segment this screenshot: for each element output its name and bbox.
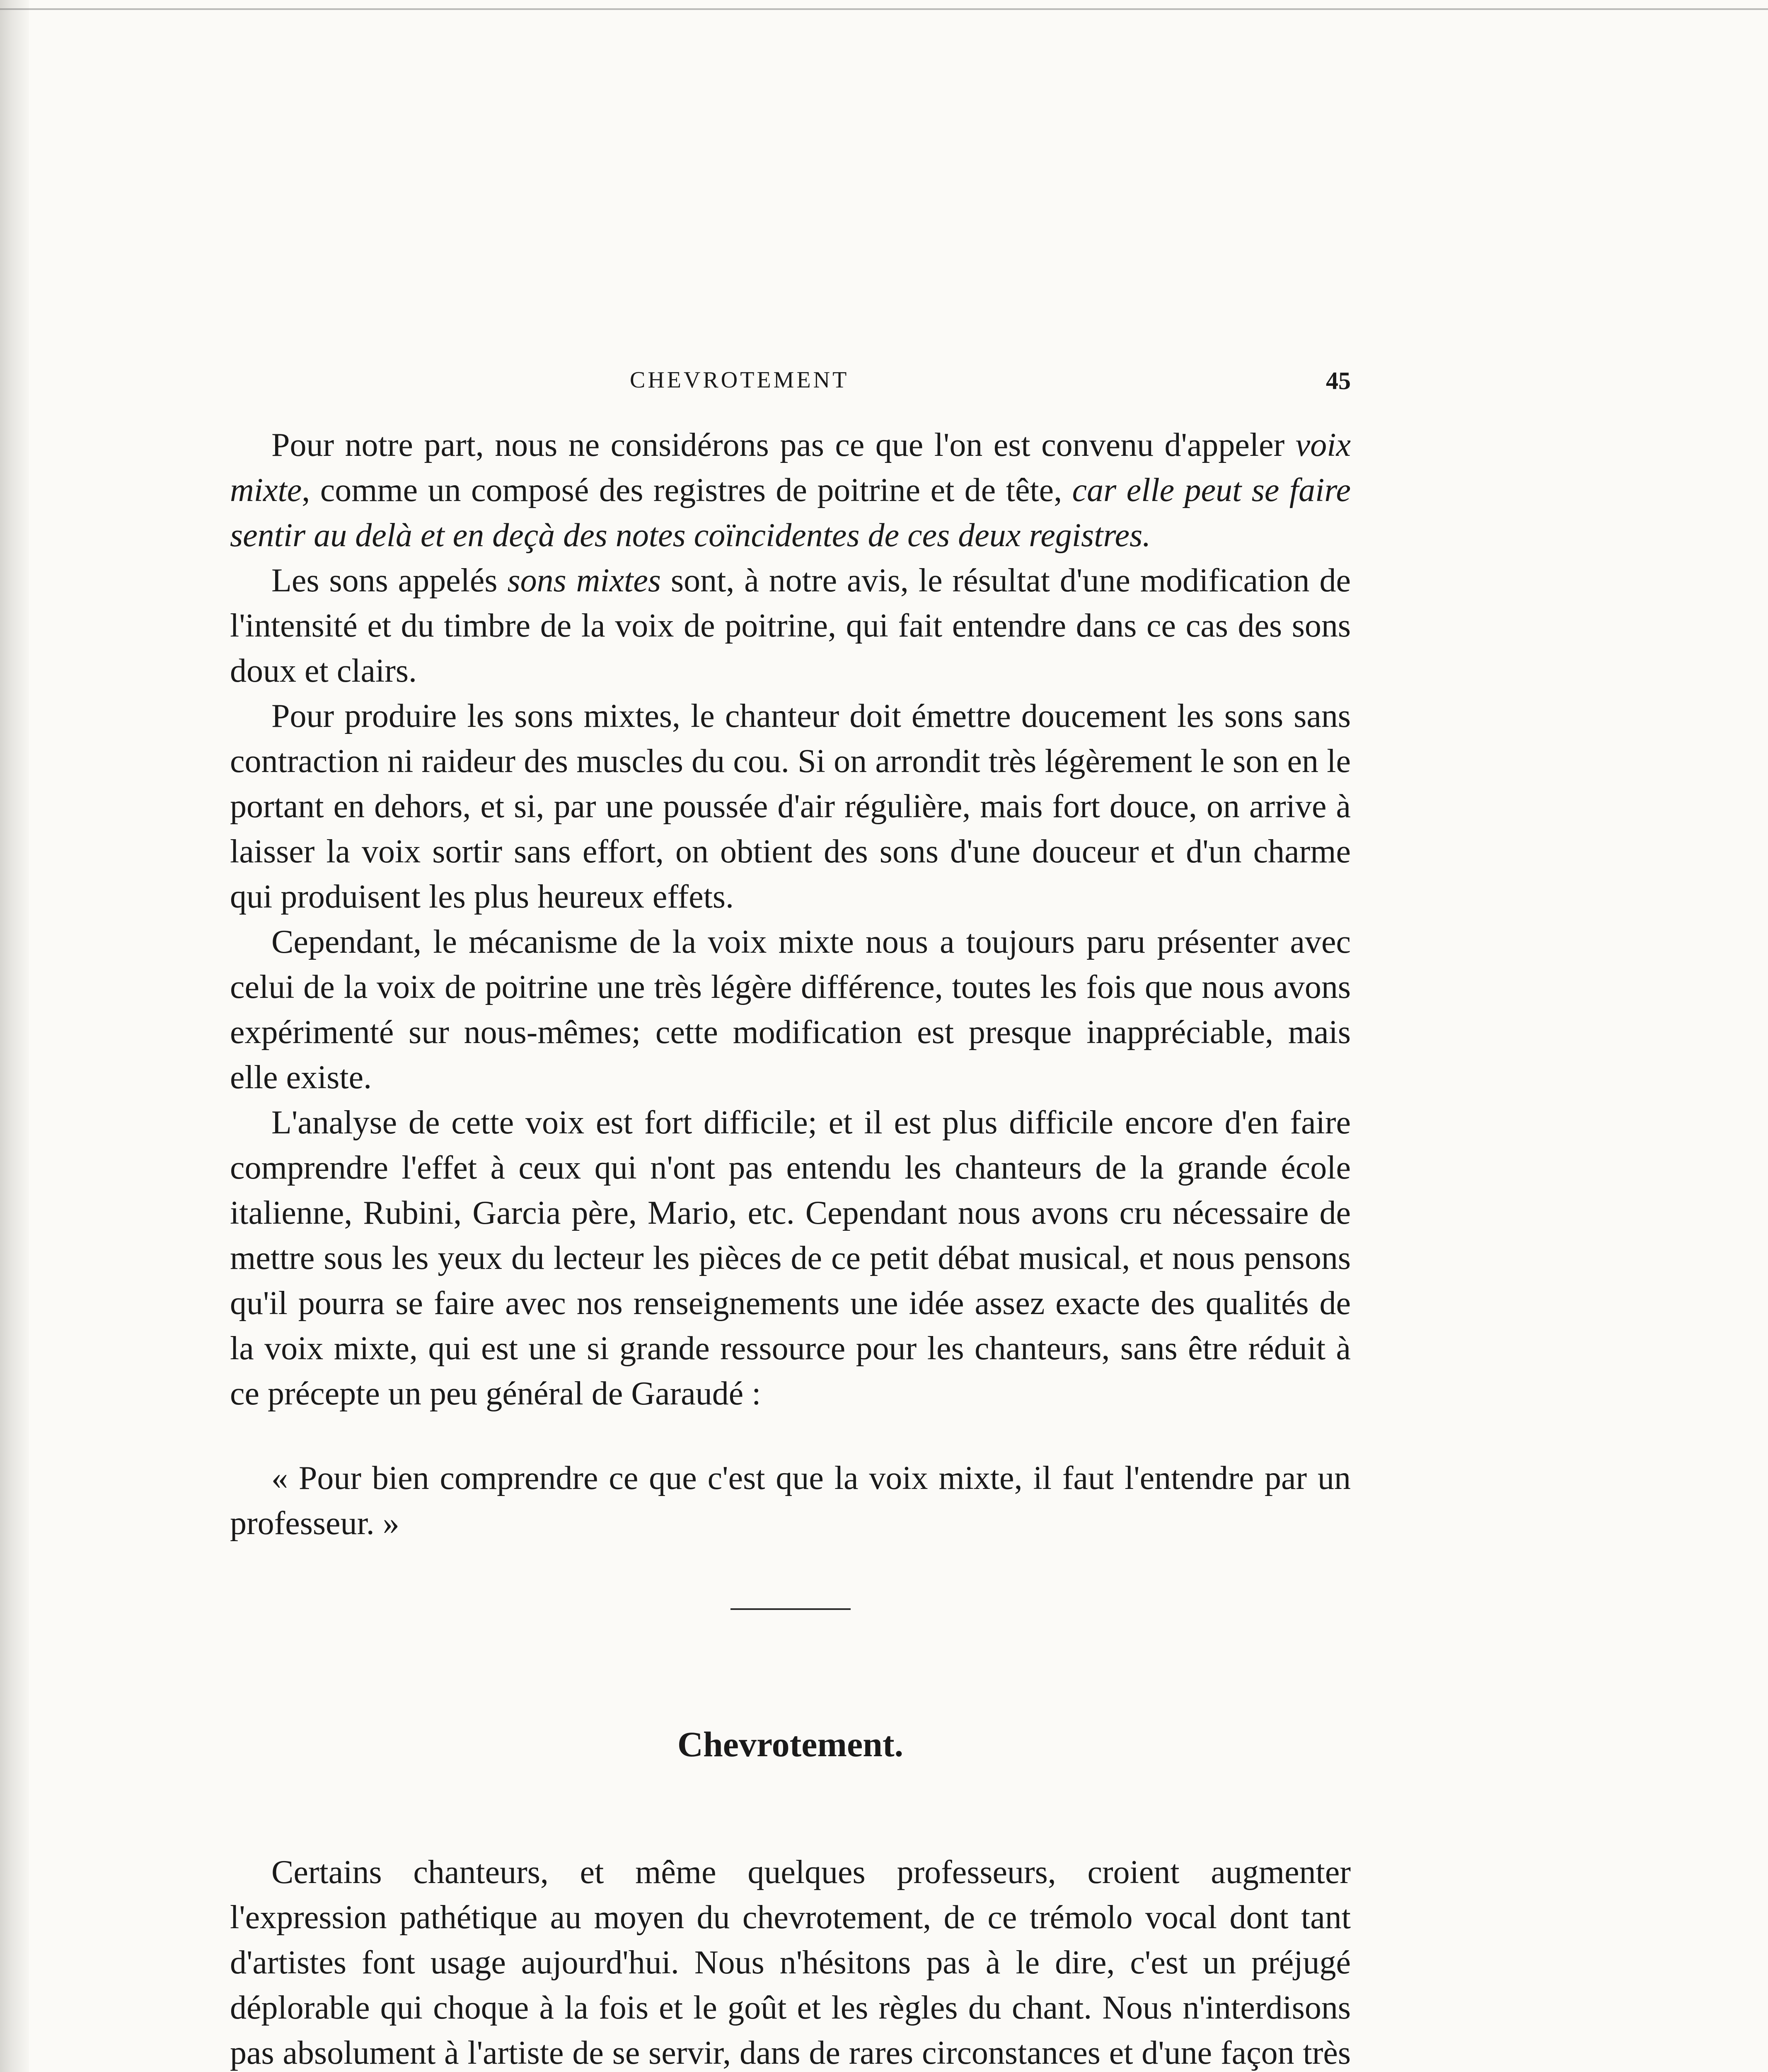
paragraph-2 xyxy=(230,558,1351,694)
section-heading: Chevrotement. xyxy=(677,1724,904,1764)
paragraph-1-italic-clause: car elle peut se faire sentir au delà et en deçà des notes coïncidentes de ces deux registres. xyxy=(230,472,1351,554)
paragraph-6: Certains chanteurs, et même quelques professeurs, croient augmenter l'expression pathétique au moyen du chevrotement, de ce trémolo vocal dont tant d'artistes font usage aujourd'hui. Nous n'hésitons pas à le dire, c'est un préjugé déplorable qui choque à la fois et le goût et les règles du chant. Nous n'interdisons pas absolument à l'artiste de se servir, dans de rares circonstances et d'une façon très xyxy=(230,1854,1351,2071)
paragraph-3: Pour produire les sons mixtes, le chanteur doit émettre doucement les sons sans contraction ni raideur des muscles du cou. Si on arrondit très légèrement le son en le portant en dehors, et si, par une poussée d'air régulière, mais fort douce, on arrive à laisser la voix sortir sans effort, on obtient des sons d'une douceur et d'un charme qui produisent les plus heureux effets. xyxy=(230,698,1351,915)
scan-top-line xyxy=(0,8,1768,10)
paragraph-1 xyxy=(230,423,1351,558)
section-divider xyxy=(730,1608,851,1610)
paragraph-2-italic-term: sons mixtes xyxy=(507,562,661,599)
paragraph-2-text-a: Les sons appelés xyxy=(271,562,508,599)
quotation: « Pour bien comprendre ce que c'est que la voix mixte, il faut l'entendre par un professeur. » xyxy=(230,1460,1351,1542)
paragraph-1-text-c: , comme un composé des registres de poitrine et de tête, xyxy=(302,472,1072,508)
paragraph-1-text-a: Pour notre part, nous ne considérons pas ce que l'on est convenu d'appeler xyxy=(271,427,1296,463)
running-head xyxy=(232,367,1351,400)
paragraph-4: Cependant, le mécanisme de la voix mixte nous a toujours paru présenter avec celui de la voix de poitrine une très légère différence, toutes les fois que nous avons expérimenté sur nous-mêmes; cette modification est presque inappréciable, mais elle existe. xyxy=(230,924,1351,1096)
page-body xyxy=(230,423,1351,2072)
paragraph-5: L'analyse de cette voix est fort difficile; et il est plus difficile encore d'en faire comprendre l'effet à ceux qui n'ont pas entendu les chanteurs de la grande école italienne, Rubini, Garcia père, Mario, etc. Cependant nous avons cru nécessaire de mettre sous les yeux du lecteur les pièces de ce petit débat musical, et nous pensons qu'il pourra se faire avec nos renseignements une idée assez exacte des qualités de la voix mixte, qui est une si grande ressource pour les chanteurs, sans être réduit à ce précepte un peu général de Garaudé : xyxy=(230,1104,1351,1412)
paragraph-1-italic-term: voix mixte xyxy=(230,427,1351,508)
scan-edge xyxy=(0,0,29,2072)
running-title: CHEVROTEMENT xyxy=(630,367,849,393)
paragraph-2-text-c: sont, à notre avis, le résultat d'une modification de l'intensité et du timbre de la voix de poitrine, qui fait entendre dans ce cas des sons doux et clairs. xyxy=(230,562,1351,689)
page-number: 45 xyxy=(1326,367,1351,395)
